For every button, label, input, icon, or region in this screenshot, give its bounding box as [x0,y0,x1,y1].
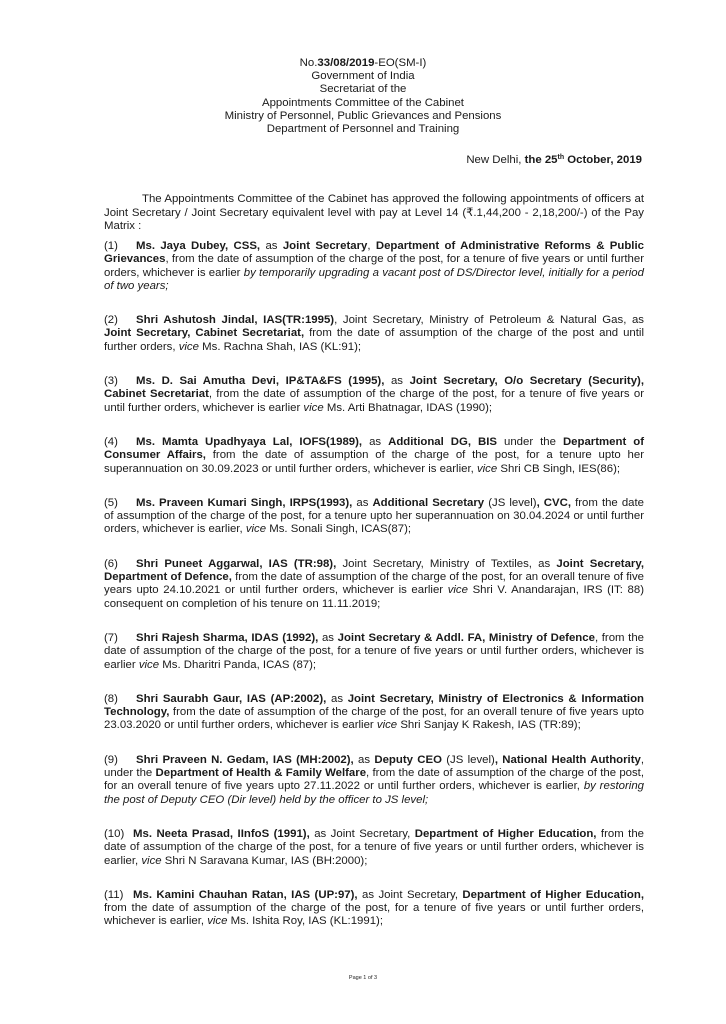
bold-text: , National Health Authority [494,753,641,766]
bold-text: , CVC, [536,496,572,509]
header-line-government: Government of India [311,70,415,83]
item-number: (1) [104,240,118,252]
bold-text: Department of Health & Family Welfare [155,767,367,780]
body-text: from the date of assumption of the charge of the post, for an overall tenure of five years upto 23.03.2020 or until further orders, whichever is earlier [104,706,644,732]
body-text: Shri Sanjay K Rakesh, IAS (TR:89); [397,719,581,732]
letterhead [0,57,726,136]
bold-text: Ms. Neeta Prasad, IInfoS (1991), [133,827,310,840]
body-text: (JS level) [484,496,537,509]
body-text: as [362,435,389,448]
body-text: Shri V. Anandarajan, IRS (IT: 88) consequent on completion of his tenure on 11.11.2019; [104,584,644,610]
body-text: , from the date of assumption of the charge of the post, for a tenure of five years or until further orders, whichever is earlier [104,388,644,414]
date-rest: October, 2019 [564,154,642,166]
bold-text: Deputy CEO [374,753,442,766]
header-line-ministry: Ministry of Personnel, Public Grievances and Pensions [224,109,502,122]
italic-text: vice [245,523,267,536]
appointment-item [104,632,644,672]
appointment-item [104,754,644,807]
bold-text: Joint Secretary [282,240,368,252]
appointment-item [104,436,644,476]
appointment-item [104,558,644,611]
item-number: (10) [104,827,125,840]
body-text: Shri CB Singh, IES(86); [497,462,621,475]
italic-text: vice [447,584,468,597]
italic-text: vice [141,854,162,867]
body-text: from the date of assumption of the charge of the post, for a tenure upto her superannuation on 30.09.2023 or until further orders, whichever is earlier, [104,449,644,475]
item-number: (3) [104,375,118,388]
appointment-item [104,497,644,537]
item-number: (5) [104,496,118,509]
item-number: (9) [104,753,118,766]
item-number: (4) [104,435,118,448]
italic-text: vice [376,719,398,732]
bold-text: Shri Puneet Aggarwal, IAS (TR:98), [136,557,337,570]
bold-text: Shri Praveen N. Gedam, IAS (MH:2002), [136,753,354,766]
item-number: (2) [104,314,118,327]
bold-text: Ms. Mamta Upadhyaya Lal, IOFS(1989), [136,435,363,448]
italic-text: by restoring the post of Deputy CEO (Dir level) held by the officer to JS level; [104,780,645,806]
bold-text: Joint Secretary, O/o Secretary (Security), Cabinet Secretariat [104,375,644,401]
appointment-item [104,693,644,733]
body-text: Ms. Sonali Singh, ICAS(87); [266,523,412,536]
body-text: as [384,375,410,388]
body-text: , Joint Secretary, Ministry of Petroleum & Natural Gas, as [334,314,645,327]
ref-suffix: -EO(SM-I) [374,57,427,69]
reference-number [0,57,726,70]
body-text: from the date of assumption of the charge of the post, for a tenure of five years or until further orders, whichever is earlier, [104,902,644,928]
body-text: from the date of assumption of the charge of the post and until further orders, [104,327,644,353]
body-text: as [260,240,283,252]
ref-prefix: No. [299,57,318,69]
bold-text: Ms. Jaya Dubey, CSS, [136,240,261,252]
body-text: as [352,496,373,509]
date-day: the 25 [524,154,558,166]
bold-text: Department of Higher Education, [414,827,597,840]
body-text: from the date of assumption of the charge of the post, for a tenure upto her superannuation on 30.04.2024 or until further orders, whichever is earlier, [104,496,645,536]
appointment-item [104,889,644,929]
body-text: as [353,753,375,766]
body-text: under the [497,435,563,448]
header-line-acc: Appointments Committee of the Cabinet [262,96,464,109]
date-ordinal: th [557,154,565,161]
appointments-list [104,240,644,950]
intro-paragraph: The Appointments Committee of the Cabinet has approved the following appointments of officers at Joint Secretary / Joint Secretary equivalent level with pay at Level 14 (₹.1,44,200 - 2,18,200/-) of the Pay Matrix : [104,193,644,232]
item-number: (8) [104,692,118,705]
ref-number-bold: 33/08/2019 [317,57,375,69]
body-text: Ms. Rachna Shah, IAS (KL:91); [198,340,362,353]
date-line [466,154,642,166]
appointment-item [104,240,644,293]
body-text: as [326,692,348,705]
bold-text: Department of Higher Education, [462,888,645,901]
body-text: (JS level) [441,753,495,766]
body-text: , [367,240,376,252]
bold-text: Additional Secretary [372,496,485,509]
bold-text: Joint Secretary, Department of Defence, [104,557,645,584]
body-text: Shri N Saravana Kumar, IAS (BH:2000); [161,854,368,867]
body-text: from the date of assumption of the charge of the post, for an overall tenure of five years upto 24.10.2021 or until further orders, whichever is earlier [104,571,644,597]
body-text: as Joint Secretary, [309,827,415,840]
italic-text: vice [178,340,199,353]
appointment-item [104,828,644,868]
appointment-item [104,314,644,354]
bold-text: Additional DG, BIS [388,435,498,448]
page-number: Page 1 of 3 [348,975,378,981]
body-text: , from the date of assumption of the charge of the post, for an overall tenure of five years upto 27.11.2022 or until further orders, whichever is earlier, [104,767,645,793]
body-text: Ms. Dharitri Panda, ICAS (87); [159,658,317,671]
bold-text: Ms. Kamini Chauhan Ratan, IAS (UP:97), [133,888,358,901]
body-text: as [318,631,338,644]
bold-text: Shri Ashutosh Jindal, IAS(TR:1995) [136,314,335,327]
italic-text: vice [476,462,498,475]
appointment-item [104,375,644,415]
body-text: Ms. Arti Bhatnagar, IDAS (1990); [323,401,493,414]
body-text: as Joint Secretary, [357,888,463,901]
bold-text: Joint Secretary & Addl. FA, Ministry of Defence [337,631,595,644]
bold-text: Joint Secretary, Ministry of Electronics & Information Technology, [104,692,644,719]
body-text: from the date of assumption of the charge of the post, for a tenure of five years or until further orders, whichever is earlier, [104,827,644,867]
date-place: New Delhi, [466,154,525,166]
italic-text: by temporarily upgrading a vacant post of DS/Director level, initially for a period of two years; [104,266,644,292]
bold-text: Ms. Praveen Kumari Singh, IRPS(1993), [136,496,353,509]
header-line-secretariat: Secretariat of the [319,83,407,96]
body-text: , from the date of assumption of the charge of the post, for a tenure of five years or until further orders, whichever is earlier [104,253,644,279]
item-number: (7) [104,631,118,644]
bold-text: Shri Rajesh Sharma, IDAS (1992), [136,631,319,644]
header-line-department: Department of Personnel and Training [266,123,460,136]
italic-text: vice [303,401,324,414]
body-text: Ms. Ishita Roy, IAS (KL:1991); [227,915,383,928]
bold-text: Department of Administrative Reforms & Public Grievances [104,240,644,266]
italic-text: vice [207,915,228,928]
body-text: , under the [104,753,645,780]
body-text: , from the date of assumption of the charge of the post, for a tenure of five years or until further orders, whichever is earlier [104,631,645,671]
body-text: Joint Secretary, Ministry of Textiles, as [336,557,557,570]
bold-text: Department of Consumer Affairs, [104,435,644,462]
bold-text: Shri Saurabh Gaur, IAS (AP:2002), [136,692,327,705]
bold-text: Ms. D. Sai Amutha Devi, IP&TA&FS (1995), [136,375,385,388]
item-number: (11) [104,888,124,901]
bold-text: Joint Secretary, Cabinet Secretariat, [104,327,305,340]
item-number: (6) [104,557,118,570]
italic-text: vice [138,658,160,671]
